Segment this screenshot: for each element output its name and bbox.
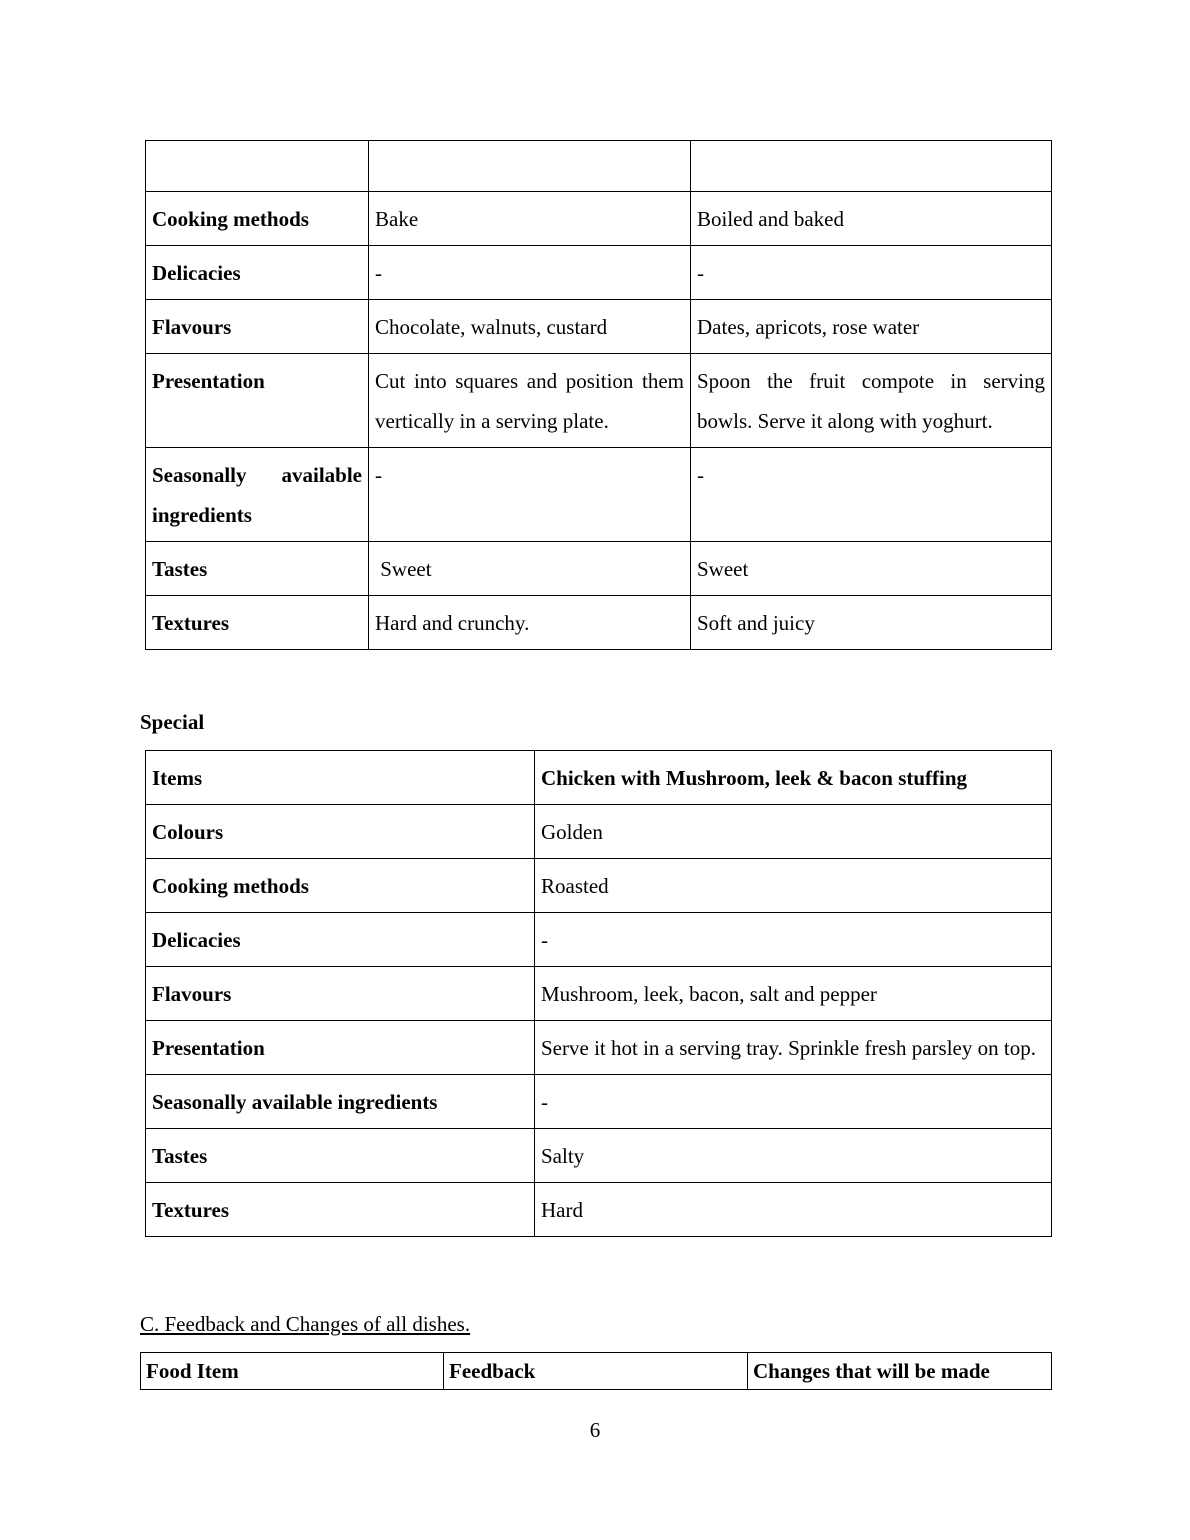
row-label: Colours (146, 805, 535, 859)
table-row (146, 448, 1052, 542)
page-number: 6 (589, 1418, 601, 1442)
table-cell: - (691, 246, 1052, 300)
row-label: Delicacies (146, 913, 535, 967)
table-row (146, 192, 1052, 246)
table-cell: - (369, 246, 691, 300)
row-label: Seasonally available ingredients (146, 448, 369, 542)
row-label: Delicacies (146, 246, 369, 300)
table-cell: Bake (369, 192, 691, 246)
feedback-table (140, 1352, 1052, 1390)
table-cell: Soft and juicy (691, 596, 1052, 650)
table-row (146, 1021, 1052, 1075)
column-header: Food Item (141, 1353, 444, 1390)
table-cell: Hard and crunchy. (369, 596, 691, 650)
special-dish-table (145, 750, 1052, 1237)
table-cell: - (369, 448, 691, 542)
table-cell: Spoon the fruit compote in serving bowls. Serve it along with yoghurt. (691, 354, 1052, 448)
table-cell: Mushroom, leek, bacon, salt and pepper (535, 967, 1052, 1021)
table-row (146, 300, 1052, 354)
special-heading: Special (140, 710, 205, 734)
row-label: Textures (146, 596, 369, 650)
row-label: Seasonally available ingredients (146, 1075, 535, 1129)
table-row (146, 1129, 1052, 1183)
table-cell: Hard (535, 1183, 1052, 1237)
table-row (146, 805, 1052, 859)
table-cell: Roasted (535, 859, 1052, 913)
table-row (146, 1183, 1052, 1237)
table-cell: Cut into squares and position them vertically in a serving plate. (369, 354, 691, 448)
row-label: Tastes (146, 1129, 535, 1183)
table-row (146, 141, 1052, 192)
row-label: Flavours (146, 967, 535, 1021)
row-label: Presentation (146, 354, 369, 448)
table-row (146, 967, 1052, 1021)
row-label: Tastes (146, 542, 369, 596)
table-cell: Chicken with Mushroom, leek & bacon stuffing (535, 751, 1052, 805)
column-header: Changes that will be made (748, 1353, 1052, 1390)
table-cell: Serve it hot in a serving tray. Sprinkle fresh parsley on top. (535, 1021, 1052, 1075)
table-cell: Chocolate, walnuts, custard (369, 300, 691, 354)
table-cell (691, 141, 1052, 192)
table-cell: Dates, apricots, rose water (691, 300, 1052, 354)
table-cell (146, 141, 369, 192)
table-row (146, 751, 1052, 805)
table-cell: Sweet (691, 542, 1052, 596)
table-header-row (141, 1353, 1052, 1390)
dessert-attributes-table (145, 140, 1052, 650)
table-cell (369, 141, 691, 192)
section-c-heading: C. Feedback and Changes of all dishes. (140, 1312, 471, 1336)
table-cell: - (691, 448, 1052, 542)
row-label: Textures (146, 1183, 535, 1237)
column-header: Feedback (444, 1353, 748, 1390)
row-label: Cooking methods (146, 859, 535, 913)
table-cell: - (535, 913, 1052, 967)
table-row (146, 913, 1052, 967)
table-cell: Golden (535, 805, 1052, 859)
table-cell: Boiled and baked (691, 192, 1052, 246)
table-cell: Sweet (369, 542, 691, 596)
table-cell: - (535, 1075, 1052, 1129)
row-label: Flavours (146, 300, 369, 354)
table-row (146, 596, 1052, 650)
table-row (146, 1075, 1052, 1129)
row-label: Cooking methods (146, 192, 369, 246)
table-row (146, 246, 1052, 300)
table-row (146, 354, 1052, 448)
table-row (146, 542, 1052, 596)
table-row (146, 859, 1052, 913)
table-cell: Salty (535, 1129, 1052, 1183)
row-label: Presentation (146, 1021, 535, 1075)
row-label: Items (146, 751, 535, 805)
